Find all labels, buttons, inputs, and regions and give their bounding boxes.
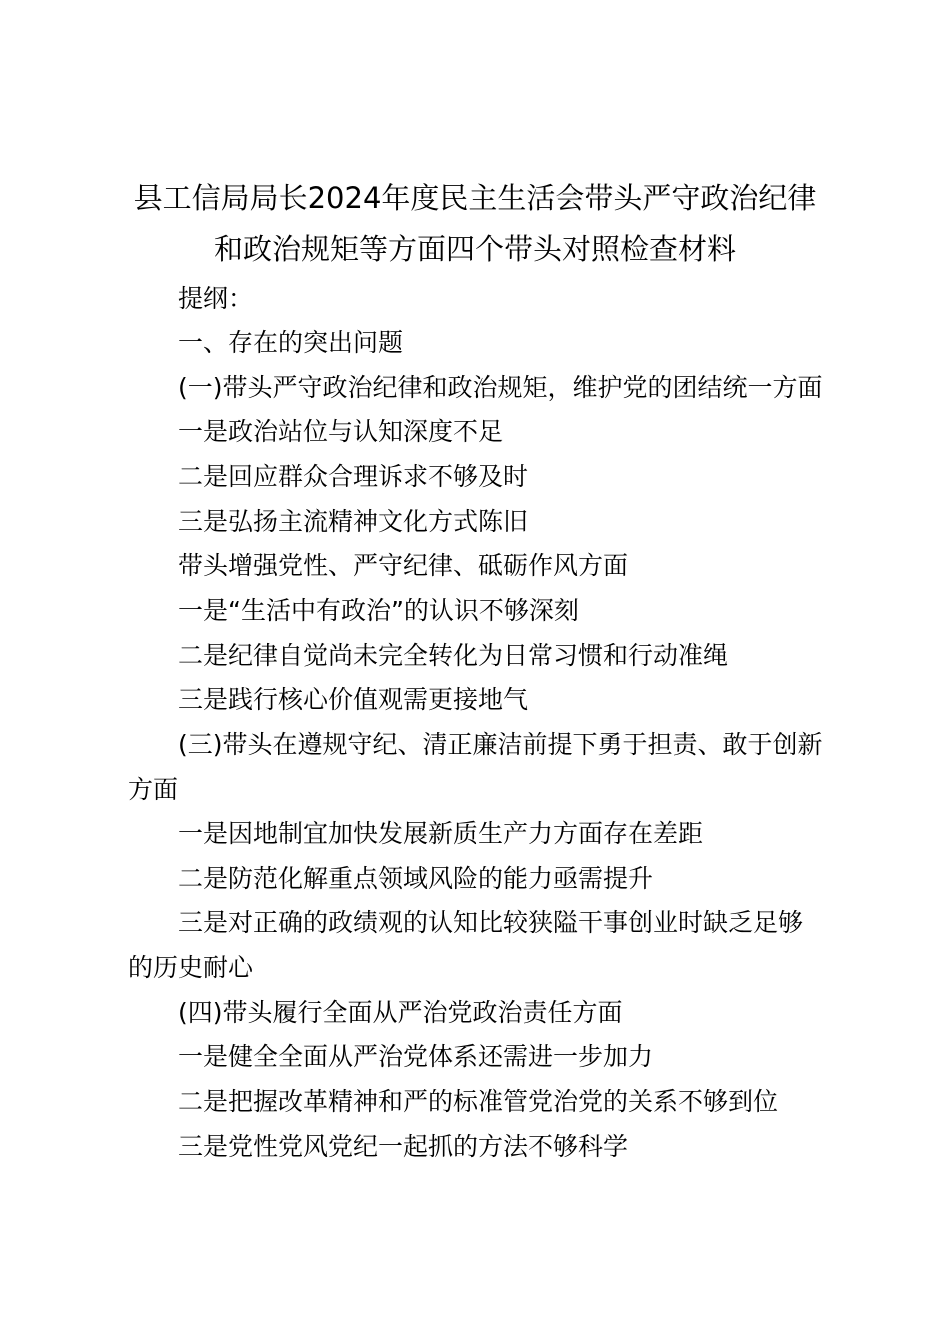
part-3-item-3-line-1: 三是对正确的政绩观的认知比较狭隘干事创业时缺乏足够 xyxy=(178,908,804,937)
document-title-line-2: 和政治规矩等方面四个带头对照检查材料 xyxy=(213,232,736,266)
part-4-item-2: 二是把握改革精神和严的标准管党治党的关系不够到位 xyxy=(178,1087,779,1116)
part-1-heading: (一)带头严守政治纪律和政治规矩，维护党的团结统一方面 xyxy=(178,373,823,402)
part-1-item-1: 一是政治站位与认知深度不足 xyxy=(178,417,504,446)
part-4-item-3: 三是党性党风党纪一起抓的方法不够科学 xyxy=(178,1132,629,1161)
part-3-heading-line-1: (三)带头在遵规守纪、清正廉洁前提下勇于担责、敢于创新 xyxy=(178,730,823,759)
part-2-heading: 带头增强党性、严守纪律、砥砺作风方面 xyxy=(178,551,629,580)
section-heading: 一、存在的突出问题 xyxy=(178,328,404,357)
part-4-item-1: 一是健全全面从严治党体系还需进一步加力 xyxy=(178,1042,654,1071)
part-3-item-3-line-2: 的历史耐心 xyxy=(128,953,254,982)
part-3-item-2: 二是防范化解重点领域风险的能力亟需提升 xyxy=(178,864,654,893)
part-4-heading: (四)带头履行全面从严治党政治责任方面 xyxy=(178,998,623,1027)
document-title-line-1: 县工信局局长2024年度民主生活会带头严守政治纪律 xyxy=(133,181,817,215)
part-2-item-1: 一是“生活中有政治”的认识不够深刻 xyxy=(178,596,579,625)
part-3-heading-line-2: 方面 xyxy=(128,775,179,804)
part-3-item-1: 一是因地制宜加快发展新质生产力方面存在差距 xyxy=(178,819,704,848)
part-1-item-2: 二是回应群众合理诉求不够及时 xyxy=(178,462,529,491)
outline-label: 提纲： xyxy=(178,284,254,313)
part-2-item-2: 二是纪律自觉尚未完全转化为日常习惯和行动准绳 xyxy=(178,641,729,670)
part-2-item-3: 三是践行核心价值观需更接地气 xyxy=(178,685,529,714)
part-1-item-3: 三是弘扬主流精神文化方式陈旧 xyxy=(178,507,529,536)
